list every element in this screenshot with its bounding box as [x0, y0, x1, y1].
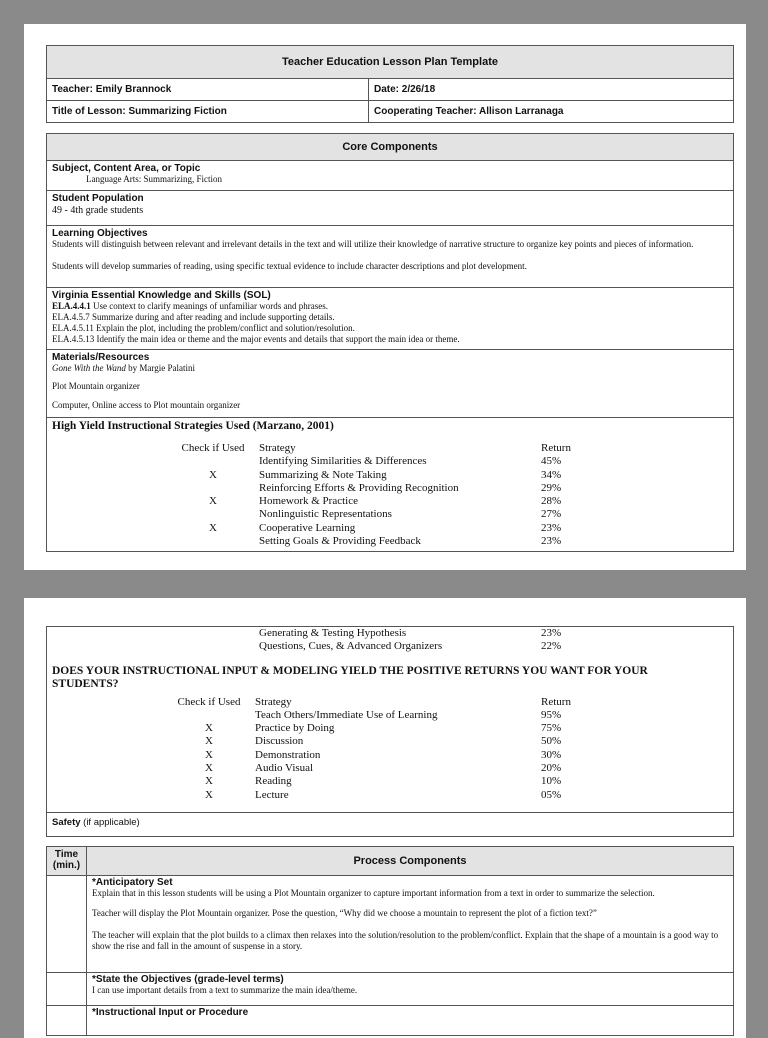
check-mark: X [205, 775, 213, 788]
strategy-continued-rows [47, 627, 733, 654]
strategy-header: Strategy [259, 442, 296, 454]
strategy-name: Nonlinguistic Representations [259, 508, 392, 521]
strategy-name: Reading [255, 775, 292, 788]
strategy-name: Generating & Testing Hypothesis [259, 627, 407, 639]
sol-section [47, 287, 733, 349]
strategy-name: Audio Visual [255, 762, 314, 775]
return-percent: 23% [541, 627, 562, 639]
sol-line-4: ELA.4.5.13 Identify the main idea or theme and the major events and details that support the main idea or theme. [52, 334, 460, 344]
cooperating-teacher: Cooperating Teacher: Allison Larranaga [374, 106, 564, 117]
return-percent: 10% [541, 775, 562, 788]
sol-title: Virginia Essential Knowledge and Skills (SOL) [52, 290, 271, 301]
process-header-row [47, 847, 733, 875]
population-text: 49 - 4th grade students [52, 205, 144, 216]
return-percent: 20% [541, 762, 562, 775]
objectives-time-cell [47, 973, 87, 1005]
return-percent: 45% [541, 455, 562, 468]
process-components-heading: Process Components [87, 847, 733, 875]
core-components-table [46, 133, 734, 552]
high-yield-section [47, 417, 733, 551]
return-percent: 75% [541, 722, 562, 735]
strategy-name: Teach Others/Immediate Use of Learning [255, 708, 438, 721]
instructional-input-row [47, 1005, 733, 1035]
materials-title: Materials/Resources [52, 352, 150, 363]
strategy-header-row [47, 442, 733, 455]
anticipatory-title: *Anticipatory Set [92, 877, 173, 888]
strategy-name: Setting Goals & Providing Feedback [259, 535, 421, 548]
high-yield-strategy-grid [47, 442, 733, 548]
check-mark: X [205, 762, 213, 775]
safety-row [47, 812, 733, 836]
anticipatory-paragraph-3: The teacher will explain that the plot builds to a climax then relaxes into the solution/resolution to the problem/conflict. Explain that the shape of a mountain is a good way to show the rise and fall in the amount of suspense in a story. [92, 930, 719, 951]
materials-item-3: Computer, Online access to Plot mountain organizer [52, 400, 241, 410]
population-title: Student Population [52, 193, 144, 204]
document-page-1 [24, 24, 746, 570]
anticipatory-paragraph-1: Explain that in this lesson students will be using a Plot Mountain organizer to capture important information from a text in order to summarize the selection. [92, 888, 655, 898]
teacher-name: Teacher: Emily Brannock [47, 79, 369, 100]
input-question-line-2: STUDENTS? [52, 677, 119, 690]
input-return-header: Return [541, 695, 571, 708]
strategy-row [47, 762, 733, 775]
subject-text: Language Arts: Summarizing, Fiction [86, 174, 222, 184]
sol-line-2: ELA.4.5.7 Summarize during and after reading and include supporting details. [52, 312, 335, 322]
time-column-header: Time (min.) [47, 847, 87, 875]
strategy-row [47, 749, 733, 762]
strategy-row [47, 640, 733, 653]
anticipatory-content [87, 876, 733, 972]
strategy-row [47, 455, 733, 468]
strategy-row [47, 522, 733, 535]
objectives-paragraph-2: Students will develop summaries of reading, using specific textual evidence to include character descriptions and plot development. [52, 261, 527, 271]
return-percent: 23% [541, 521, 562, 534]
strategy-row [47, 735, 733, 748]
strategy-name: Discussion [255, 735, 304, 748]
instructional-input-content [87, 1006, 733, 1035]
check-mark: X [205, 788, 213, 801]
instructional-input-title: *Instructional Input or Procedure [92, 1007, 249, 1018]
subject-title: Subject, Content Area, or Topic [52, 163, 201, 174]
objectives-row [47, 972, 733, 1005]
return-percent: 23% [541, 535, 562, 548]
check-mark: X [205, 735, 213, 748]
materials-item-2: Plot Mountain organizer [52, 381, 140, 391]
strategy-name: Reinforcing Efforts & Providing Recognition [259, 481, 459, 494]
strategy-name: Homework & Practice [259, 495, 358, 508]
strategy-row [47, 508, 733, 521]
input-time-cell [47, 1006, 87, 1035]
return-percent: 34% [541, 468, 562, 481]
strategy-row [47, 627, 733, 640]
lesson-date: Date: 2/26/18 [374, 84, 436, 95]
safety-label: Safety [52, 817, 81, 828]
check-mark: X [209, 468, 217, 481]
instructional-input-grid [47, 696, 733, 802]
objectives-content [87, 973, 733, 1005]
objectives-paragraph-1: Students will distinguish between relevant and irrelevant details in the text and will utilize their knowledge of narrative structure to organize key points and pieces of information. [52, 239, 694, 249]
objectives-title: Learning Objectives [52, 228, 148, 239]
check-mark: X [209, 495, 217, 508]
strategy-row [47, 535, 733, 548]
strategy-name: Demonstration [255, 748, 321, 761]
core-components-heading: Core Components [47, 134, 733, 160]
check-header: Check if Used [181, 442, 245, 454]
sol-code-1: ELA.4.4.1 [52, 301, 91, 311]
strategy-row [47, 495, 733, 508]
strategy-rows [47, 455, 733, 548]
return-percent: 50% [541, 735, 562, 748]
book-author: by Margie Palatini [125, 363, 195, 373]
high-yield-title: High Yield Instructional Strategies Used (Marzano, 2001) [52, 420, 334, 432]
check-mark: X [205, 722, 213, 735]
anticipatory-set-row [47, 875, 733, 972]
return-percent: 95% [541, 708, 562, 721]
input-question-line-1: DOES YOUR INSTRUCTIONAL INPUT & MODELING YIELD THE POSITIVE RETURNS YOU WANT FOR YOUR [52, 664, 648, 677]
state-objectives-title: *State the Objectives (grade-level terms) [92, 974, 284, 985]
strategy-row [47, 789, 733, 802]
process-components-table [46, 846, 734, 1036]
population-section [47, 190, 733, 225]
safety-note: (if applicable) [80, 817, 140, 828]
high-yield-continued-grid [47, 627, 733, 654]
materials-section [47, 349, 733, 417]
lesson-title: Title of Lesson: Summarizing Fiction [47, 101, 369, 122]
anticipatory-paragraph-2: Teacher will display the Plot Mountain organizer. Pose the question, “Why did we choose a mountain to represent the plot of a fiction text?” [92, 908, 597, 918]
return-percent: 27% [541, 508, 562, 521]
strategy-name: Questions, Cues, & Advanced Organizers [259, 640, 443, 653]
title-cooperating-row [47, 100, 733, 122]
strategy-row [47, 469, 733, 482]
strategy-name: Identifying Similarities & Differences [259, 455, 427, 468]
strategy-row [47, 775, 733, 788]
strategy-name: Lecture [255, 788, 289, 801]
lesson-plan-title: Teacher Education Lesson Plan Template [47, 46, 733, 78]
document-page-2 [24, 598, 746, 1038]
input-header-row [47, 696, 733, 709]
strategy-name: Practice by Doing [255, 722, 335, 735]
instructional-input-question [47, 654, 733, 691]
header-table [46, 45, 734, 123]
return-header: Return [541, 442, 571, 454]
return-percent: 05% [541, 788, 562, 801]
check-mark: X [205, 748, 213, 761]
return-percent: 22% [541, 640, 562, 653]
input-check-header: Check if Used [177, 695, 241, 708]
materials-item-1 [52, 363, 728, 374]
return-percent: 30% [541, 748, 562, 761]
return-percent: 29% [541, 481, 562, 494]
strategy-row [47, 709, 733, 722]
strategies-continued-table [46, 626, 734, 837]
strategy-row [47, 722, 733, 735]
sol-line-3: ELA.4.5.11 Explain the plot, including the problem/conflict and solution/resolution. [52, 323, 355, 333]
subject-section [47, 160, 733, 190]
return-percent: 28% [541, 495, 562, 508]
sol-line-1 [52, 301, 728, 312]
teacher-date-row [47, 78, 733, 100]
strategy-name: Cooperative Learning [259, 521, 356, 534]
strategy-name: Summarizing & Note Taking [259, 468, 387, 481]
state-objectives-text: I can use important details from a text to summarize the main idea/theme. [92, 985, 358, 995]
strategy-row [47, 482, 733, 495]
anticipatory-time-cell [47, 876, 87, 972]
input-rows [47, 709, 733, 802]
sol-text-1: Use context to clarify meanings of unfamiliar words and phrases. [90, 301, 328, 311]
input-strategy-header: Strategy [255, 695, 292, 708]
check-mark: X [209, 521, 217, 534]
objectives-section [47, 225, 733, 287]
book-title: Gone With the Wand [52, 363, 126, 373]
